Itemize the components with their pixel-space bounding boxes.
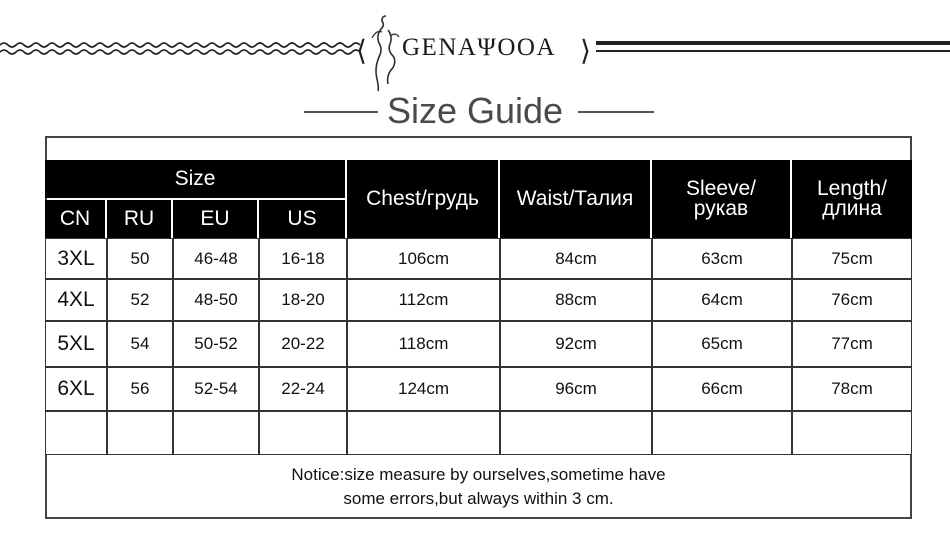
notice-line-2: some errors,but always within 3 cm. [343, 489, 614, 508]
table-cell-cn: 3XL [45, 238, 107, 279]
table-cell-us: 16-18 [259, 238, 347, 279]
page-title: Size Guide [386, 90, 564, 131]
notice [45, 455, 912, 519]
table-cell-eu [173, 411, 259, 455]
column-header-us: US [259, 200, 345, 238]
double-line-right [596, 41, 950, 57]
table-cell-sleeve: 65cm [652, 321, 792, 367]
column-header-sleeve: Sleeve/ рукав [652, 160, 790, 238]
table-cell-chest: 112cm [347, 279, 500, 321]
table-cell-sleeve [652, 411, 792, 455]
woman-silhouette-logo-icon [368, 12, 402, 92]
table-cell-cn [45, 411, 107, 455]
table-cell-us: 18-20 [259, 279, 347, 321]
column-header-ru: RU [107, 200, 171, 238]
table-cell-eu: 48-50 [173, 279, 259, 321]
table-cell-cn: 5XL [45, 321, 107, 367]
column-header-chest: Chest/грудь [347, 160, 498, 238]
brand-name: GENAΨOOA [402, 34, 557, 61]
title-row [0, 88, 950, 134]
table-cell-chest: 118cm [347, 321, 500, 367]
table-cell-eu: 46-48 [173, 238, 259, 279]
table-cell-waist: 92cm [500, 321, 652, 367]
table-cell-chest: 124cm [347, 367, 500, 411]
table-cell-chest [347, 411, 500, 455]
table-cell-ru: 52 [107, 279, 173, 321]
table-cell-eu: 52-54 [173, 367, 259, 411]
brand-separator-left: ⟨ [356, 36, 367, 67]
table-cell-cn: 6XL [45, 367, 107, 411]
table-cell-waist [500, 411, 652, 455]
table-cell-eu: 50-52 [173, 321, 259, 367]
table-cell-us: 22-24 [259, 367, 347, 411]
wavy-line-left [0, 40, 362, 58]
size-group-header: Size [45, 160, 345, 198]
brand-header [0, 0, 950, 96]
table-cell-length: 75cm [792, 238, 912, 279]
column-header-waist: Waist/Талия [500, 160, 650, 238]
table-cell-length [792, 411, 912, 455]
table-cell-waist: 84cm [500, 238, 652, 279]
column-header-length: Length/ длина [792, 160, 912, 238]
table-cell-ru: 50 [107, 238, 173, 279]
title-rule-right [578, 111, 654, 113]
column-header-cn: CN [45, 200, 105, 238]
table-cell-ru: 54 [107, 321, 173, 367]
table-cell-us [259, 411, 347, 455]
table-cell-sleeve: 66cm [652, 367, 792, 411]
table-cell-length: 78cm [792, 367, 912, 411]
table-cell-cn: 4XL [45, 279, 107, 321]
column-header-eu: EU [173, 200, 257, 238]
table-cell-waist: 88cm [500, 279, 652, 321]
table-cell-us: 20-22 [259, 321, 347, 367]
table-cell-ru: 56 [107, 367, 173, 411]
brand-separator-right: ⟩ [580, 36, 591, 67]
notice-line-1: Notice:size measure by ourselves,sometime have [291, 465, 666, 484]
table-cell-length: 77cm [792, 321, 912, 367]
table-cell-length: 76cm [792, 279, 912, 321]
table-cell-chest: 106cm [347, 238, 500, 279]
table-cell-sleeve: 64cm [652, 279, 792, 321]
table-cell-sleeve: 63cm [652, 238, 792, 279]
table-cell-waist: 96cm [500, 367, 652, 411]
table-cell-ru [107, 411, 173, 455]
